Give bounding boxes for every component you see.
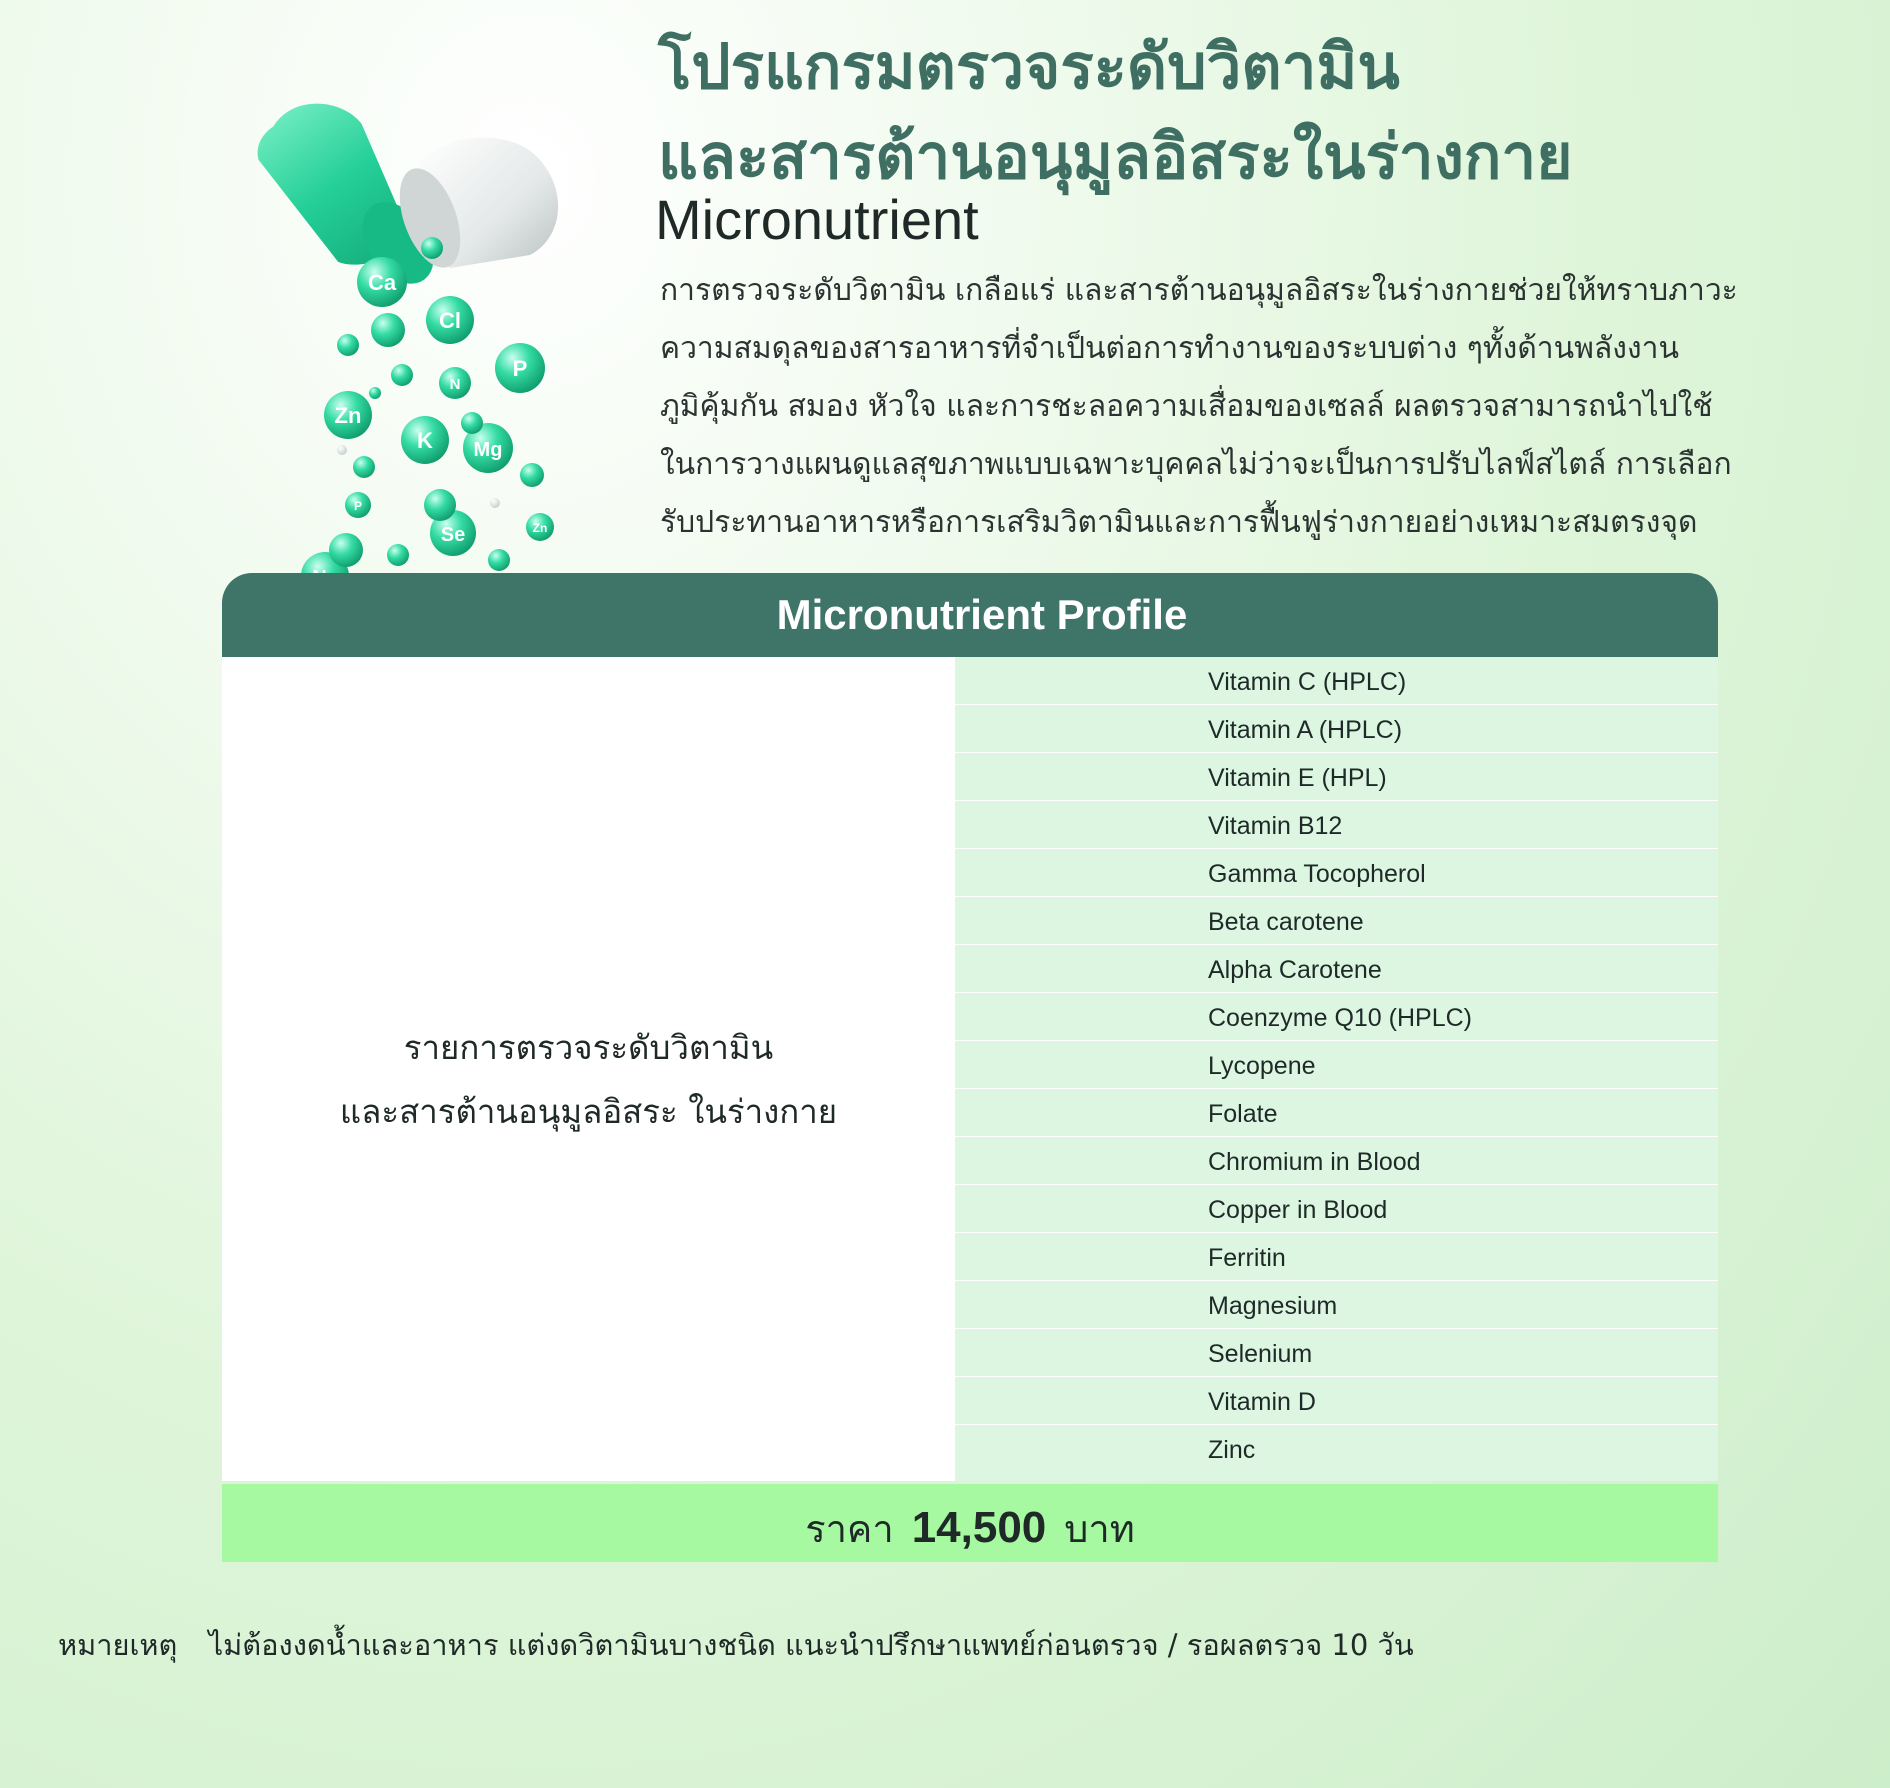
list-item: Beta carotene	[955, 897, 1718, 945]
list-item: Copper in Blood	[955, 1185, 1718, 1233]
list-item: Chromium in Blood	[955, 1137, 1718, 1185]
list-item: Gamma Tocopherol	[955, 849, 1718, 897]
category-line: รายการตรวจระดับวิตามิน	[403, 1028, 774, 1067]
svg-text:Mg: Mg	[473, 439, 503, 461]
subtitle: Micronutrient	[655, 188, 979, 251]
list-item: Vitamin B12	[955, 801, 1718, 849]
svg-text:P: P	[353, 499, 363, 513]
svg-text:Zn: Zn	[532, 521, 548, 535]
list-item: Vitamin D	[955, 1377, 1718, 1425]
description-line: ในการวางแผนดูแลสุขภาพแบบเฉพาะบุคคลไม่ว่าจะเป็นการปรับไลฟ์สไตล์ การเลือก	[660, 447, 1732, 482]
profile-category-cell	[222, 657, 955, 1481]
list-item: Coenzyme Q10 (HPLC)	[955, 993, 1718, 1041]
svg-text:P: P	[512, 356, 528, 381]
list-item: Folate	[955, 1089, 1718, 1137]
list-item: Lycopene	[955, 1041, 1718, 1089]
list-item: Selenium	[955, 1329, 1718, 1377]
title-line-1: โปรแกรมตรวจระดับวิตามิน	[658, 30, 1400, 103]
svg-text:Cl: Cl	[439, 308, 461, 333]
description-line: ความสมดุลของสารอาหารที่จำเป็นต่อการทำงานของระบบต่าง ๆทั้งด้านพลังงาน	[660, 331, 1679, 366]
description-line: การตรวจระดับวิตามิน เกลือแร่ และสารต้านอนุมูลอิสระในร่างกายช่วยให้ทราบภาวะ	[660, 273, 1738, 308]
list-item: Magnesium	[955, 1281, 1718, 1329]
profile-header-title: Micronutrient Profile	[776, 591, 1188, 638]
svg-text:Se: Se	[440, 524, 466, 546]
description-line: รับประทานอาหารหรือการเสริมวิตามินและการฟื้นฟูร่างกายอย่างเหมาะสมตรงจุด	[660, 505, 1698, 540]
list-item: Vitamin C (HPLC)	[955, 657, 1718, 705]
description	[660, 262, 1750, 552]
price-label: ราคา	[805, 1506, 894, 1551]
svg-text:Ca: Ca	[367, 270, 397, 295]
price-bar	[222, 1484, 1718, 1562]
profile-header	[222, 573, 1718, 657]
list-item: Vitamin A (HPLC)	[955, 705, 1718, 753]
list-item: Zinc	[1208, 1436, 1256, 1464]
list-item: Ferritin	[955, 1233, 1718, 1281]
page-title	[658, 22, 1573, 202]
svg-text:K: K	[417, 428, 433, 453]
list-item: Vitamin E (HPL)	[955, 753, 1718, 801]
profile-items-list	[955, 657, 1718, 1481]
description-line: ภูมิคุ้มกัน สมอง หัวใจ และการชะลอความเสื่อมของเซลล์ ผลตรวจสามารถนำไปใช้	[660, 389, 1713, 424]
category-line: และสารต้านอนุมูลอิสระ ในร่างกาย	[339, 1092, 838, 1131]
profile-body	[222, 657, 1718, 1481]
svg-text:N: N	[449, 376, 461, 393]
micronutrient-profile-table	[222, 573, 1718, 1562]
title-line-2: และสารต้านอนุมูลอิสระในร่างกาย	[658, 120, 1573, 193]
note-text: ไม่ต้องงดน้ำและอาหาร แต่งดวิตามินบางชนิด แนะนำปรึกษาแพทย์ก่อนตรวจ / รอผลตรวจ 10 วัน	[208, 1628, 1414, 1662]
price-unit: บาท	[1064, 1506, 1135, 1551]
footnote	[58, 1622, 1414, 1668]
list-item: Alpha Carotene	[955, 945, 1718, 993]
price-amount: 14,500	[911, 1503, 1047, 1552]
svg-text:Zn: Zn	[334, 403, 362, 428]
profile-category-text	[340, 1016, 837, 1144]
note-label: หมายเหตุ	[58, 1628, 178, 1662]
